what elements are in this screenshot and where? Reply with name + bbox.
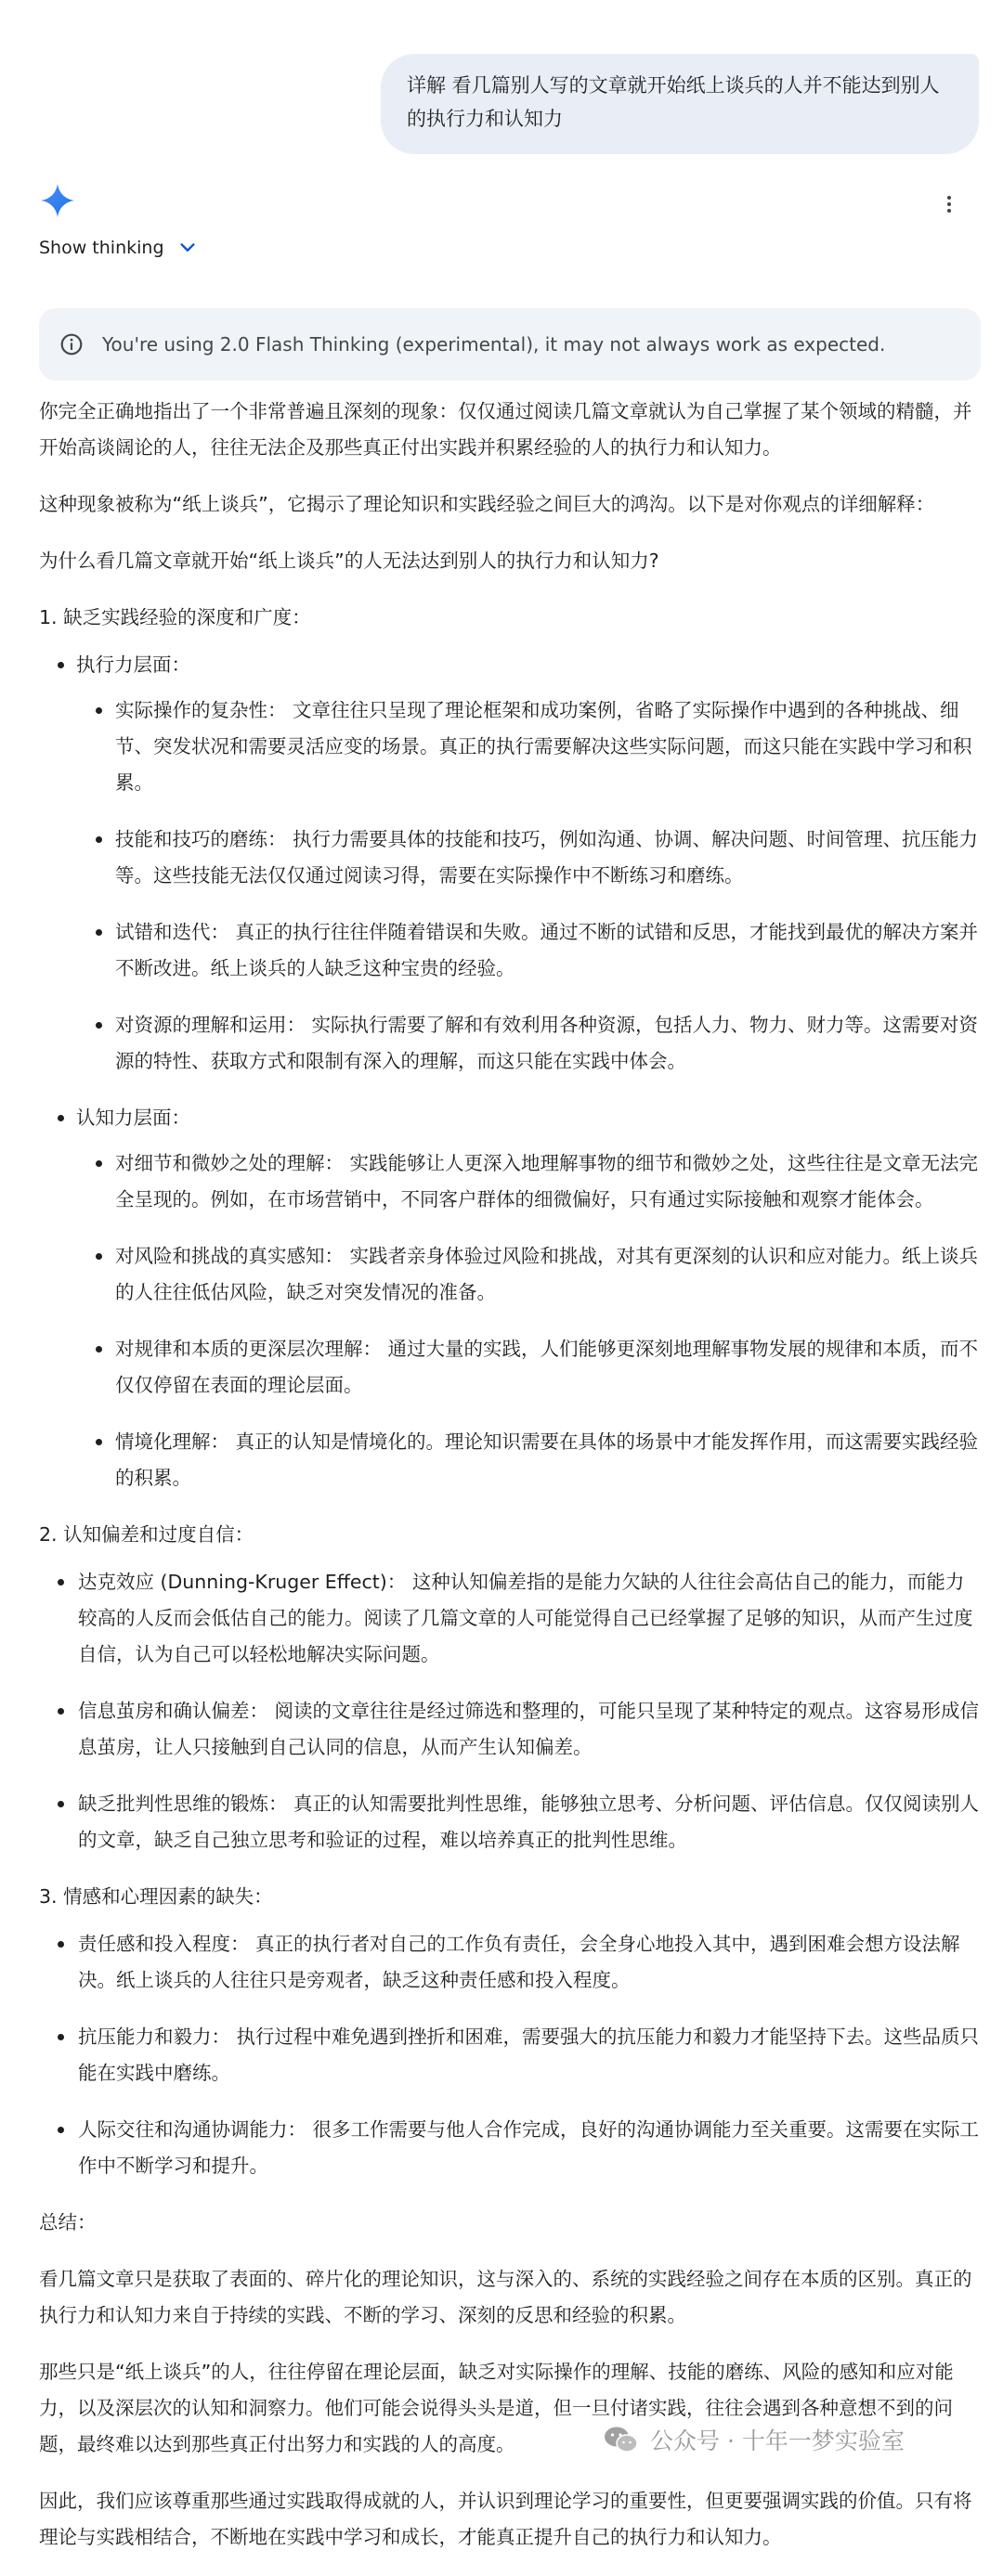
user-message-text: 详解 看几篇别人写的文章就开始纸上谈兵的人并不能达到别人的执行力和认知力 [407,74,940,130]
show-thinking-toggle[interactable] [39,238,198,258]
section-1-list [39,647,983,1496]
item-body: 实践者亲身体验过风险和挑战，对其有更深刻的认识和应对能力。纸上谈兵的人往往低估风险，缺乏对突发情况的准备。 [115,1245,979,1303]
list-item [39,1100,983,1496]
list-item [39,2112,983,2184]
list-item [39,1693,983,1766]
list-item [76,693,983,801]
item-head: 对风险和挑战的真实感知： [115,1245,344,1267]
section-3-title: 3. 情感和心理因素的缺失： [39,1885,273,1908]
item-head: 对规律和本质的更深层次理解： [115,1338,382,1360]
item-head: 责任感和投入程度： [78,1933,250,1955]
experimental-notice [39,308,981,381]
info-icon [59,332,84,356]
show-thinking-label: Show thinking [39,238,164,258]
item-body: 文章往往只呈现了理论框架和成功案例，省略了实际操作中遇到的各种挑战、细节、突发状况和需要灵活应变的场景。真正的执行需要解决这些实际问题，而这只能在实践中学习和积累。 [115,699,972,794]
list-item [39,647,983,1080]
list-item [39,1926,983,1999]
list-item [76,1331,983,1404]
item-body: 实践能够让人更深入地理解事物的细节和微妙之处，这些往往是文章无法完全呈现的。例如，在市场营销中，不同客户群体的细微偏好，只有通过实际接触和观察才能体会。 [115,1152,979,1210]
wechat-icon [604,2426,639,2453]
list-item [39,2019,983,2091]
section-3-list [39,1926,983,2184]
summary-title: 总结： [39,2211,97,2233]
watermark [604,2423,905,2456]
list-item [76,1146,983,1218]
list-item [76,1238,983,1311]
summary-paragraph-1: 看几篇文章只是获取了表面的、碎片化的理论知识，这与深入的、系统的实践经验之间存在本质的区别。真正的执行力和认知力来自于持续的实践、不断的学习、深刻的反思和经验的积累。 [39,2268,972,2326]
item-body: 很多工作需要与他人合作完成，良好的沟通协调能力至关重要。这需要在实际工作中不断学习和提升。 [78,2118,980,2177]
list-item [76,1007,983,1080]
list-item [76,822,983,894]
item-body: 真正的执行者对自己的工作负有责任，会全身心地投入其中，遇到困难会想方设法解决。纸上谈兵的人往往只是旁观者，缺乏这种责任感和投入程度。 [78,1933,960,1991]
execution-sublist [76,693,983,1080]
section-2-list [39,1564,983,1858]
chevron-down-icon [177,238,198,258]
item-head: 实际操作的复杂性： [115,699,287,721]
section-1-title: 1. 缺乏实践经验的深度和广度： [39,606,311,628]
question-heading: 为什么看几篇文章就开始“纸上谈兵”的人无法达到别人的执行力和认知力? [39,550,659,572]
item-body: 真正的认知是情境化的。理论知识需要在具体的场景中才能发挥作用，而这需要实践经验的积累。 [115,1430,979,1489]
user-message-bubble [381,54,979,154]
item-head: 技能和技巧的磨练： [115,828,287,850]
summary-paragraph-3: 因此，我们应该尊重那些通过实践取得成就的人，并认识到理论学习的重要性，但更要强调实践的价值。只有将理论与实践相结合，不断地在实践中学习和成长，才能真正提升自己的执行力和认知力。 [39,2490,972,2548]
item-head: 达克效应 (Dunning-Kruger Effect)： [78,1571,407,1593]
cognition-sublist [76,1146,983,1496]
item-head: 情境化理解： [115,1430,229,1453]
item-body: 这种认知偏差指的是能力欠缺的人往往会高估自己的能力，而能力较高的人反而会低估自己的能力。阅读了几篇文章的人可能觉得自己已经掌握了足够的知识，从而产生过度自信，认为自己可以轻松地解决实际问题。 [78,1571,973,1665]
item-body: 真正的执行往往伴随着错误和失败。通过不断的试错和反思，才能找到最优的解决方案并不断改进。纸上谈兵的人缺乏这种宝贵的经验。 [115,921,979,979]
section-2-title: 2. 认知偏差和过度自信： [39,1523,254,1546]
item-head: 缺乏批判性思维的锻炼： [78,1793,288,1815]
watermark-text: 公众号 · 十年一梦实验室 [650,2427,905,2454]
item-head: 对细节和微妙之处的理解： [115,1152,344,1174]
cognition-level-title: 认知力层面： [76,1107,190,1129]
intro-paragraph-2: 这种现象被称为“纸上谈兵”，它揭示了理论知识和实践经验之间巨大的鸿沟。以下是对你观点的详细解释： [39,493,935,515]
list-item [39,1786,983,1858]
item-head: 信息茧房和确认偏差： [78,1700,268,1722]
gemini-spark-icon [39,182,76,219]
item-head: 试错和迭代： [115,921,229,943]
list-item [39,1564,983,1673]
notice-text: You're using 2.0 Flash Thinking (experimental), it may not always work as expected. [102,333,886,356]
list-item [76,914,983,987]
item-body: 真正的认知需要批判性思维，能够独立思考、分析问题、评估信息。仅仅阅读别人的文章，缺乏自己独立思考和验证的过程，难以培养真正的批判性思维。 [78,1793,980,1851]
summary-paragraph-2: 那些只是“纸上谈兵”的人，往往停留在理论层面，缺乏对实际操作的理解、技能的磨练、风险的感知和应对能力，以及深层次的认知和洞察力。他们可能会说得头头是道，但一旦付诸实践，往往会遇到各种意想不到的问题，最终难以达到那些真正付出努力和实践的人的高度。 [39,2361,954,2455]
item-head: 对资源的理解和运用： [115,1014,306,1036]
item-body: 实际执行需要了解和有效利用各种资源，包括人力、物力、财力等。这需要对资源的特性、获取方式和限制有深入的理解，而这只能在实践中体会。 [115,1014,979,1072]
item-body: 阅读的文章往往是经过筛选和整理的，可能只呈现了某种特定的观点。这容易形成信息茧房，让人只接触到自己认同的信息，从而产生认知偏差。 [78,1700,980,1758]
list-item [76,1424,983,1496]
response-content [39,394,983,2576]
item-head: 抗压能力和毅力： [78,2026,230,2048]
item-head: 人际交往和沟通协调能力： [78,2118,306,2141]
more-options-icon[interactable] [944,193,955,217]
item-body: 执行力需要具体的技能和技巧，例如沟通、协调、解决问题、时间管理、抗压能力等。这些技能无法仅仅通过阅读习得，需要在实际操作中不断练习和磨练。 [115,828,979,887]
intro-paragraph-1: 你完全正确地指出了一个非常普遍且深刻的现象：仅仅通过阅读几篇文章就认为自己掌握了某个领域的精髓，并开始高谈阔论的人，往往无法企及那些真正付出实践并积累经验的人的执行力和认知力。 [39,400,972,459]
item-body: 通过大量的实践，人们能够更深刻地理解事物发展的规律和本质，而不仅仅停留在表面的理论层面。 [115,1338,979,1396]
execution-level-title: 执行力层面： [76,654,190,676]
item-body: 执行过程中难免遇到挫折和困难，需要强大的抗压能力和毅力才能坚持下去。这些品质只能在实践中磨练。 [78,2026,980,2084]
